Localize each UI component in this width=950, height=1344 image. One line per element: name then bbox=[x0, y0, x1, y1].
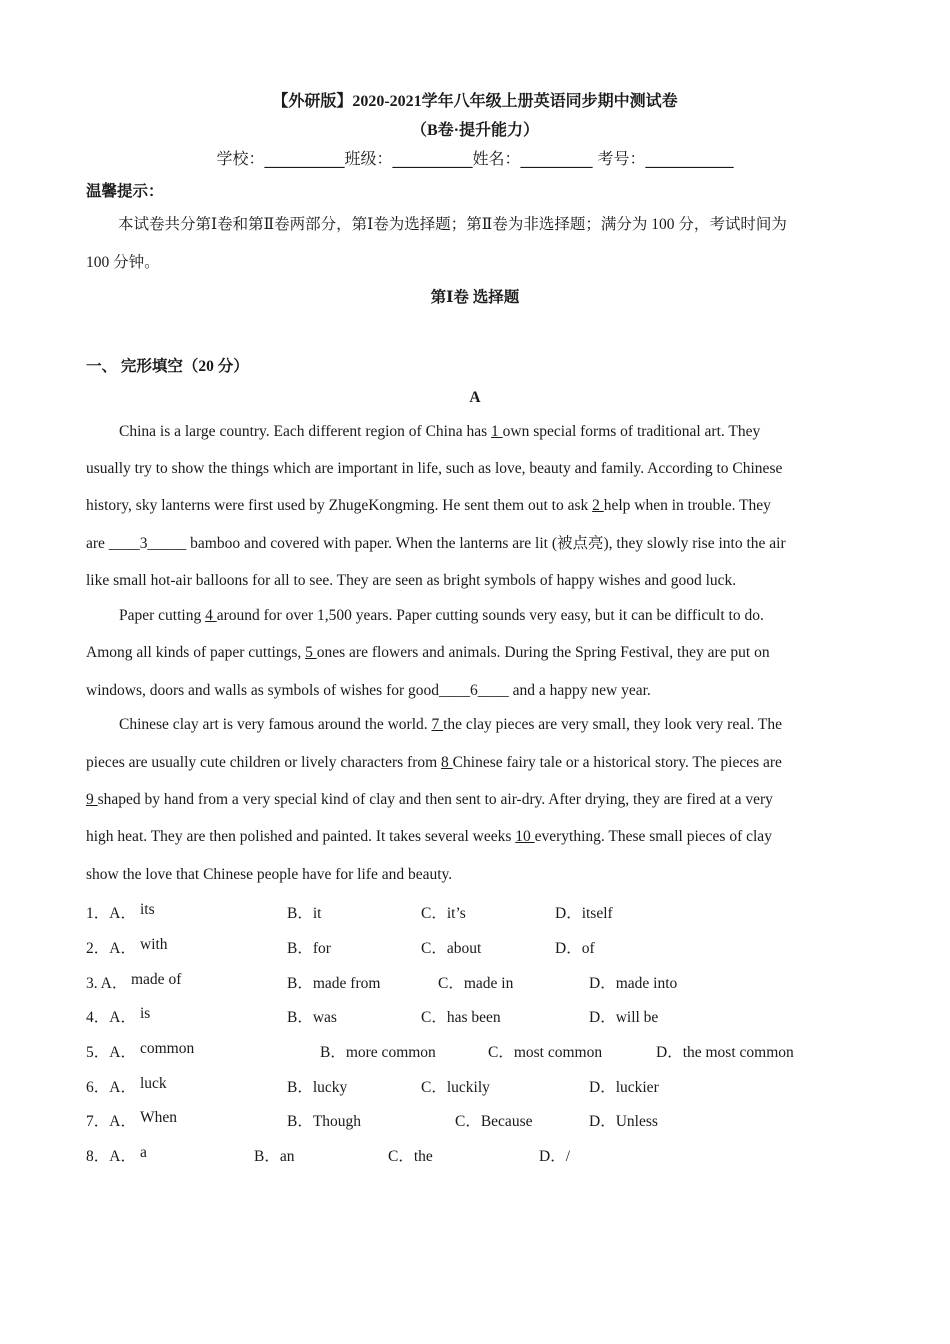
option-c: C．it’s bbox=[421, 905, 466, 922]
passage-line: usually try to show the things which are important in life, such as love, beauty and family. According to Chinese bbox=[86, 460, 783, 477]
option-c: C．Because bbox=[455, 1113, 533, 1130]
document-title: 【外研版】2020-2021学年八年级上册英语同步期中测试卷 bbox=[272, 93, 678, 110]
option-a: with bbox=[140, 936, 168, 953]
option-d: D．will be bbox=[589, 1009, 659, 1026]
notice-text-line2: 100 分钟。 bbox=[86, 254, 160, 271]
passage-line: Among all kinds of paper cuttings, 5 ones are flowers and animals. During the Spring Festival, they are put on bbox=[86, 644, 770, 661]
notice-text-line1: 本试卷共分第Ⅰ卷和第Ⅱ卷两部分，第Ⅰ卷为选择题；第Ⅱ卷为非选择题；满分为 100 分，考试时间为 bbox=[118, 216, 787, 233]
notice-label: 温馨提示： bbox=[86, 183, 164, 200]
option-a: common bbox=[140, 1040, 195, 1057]
passage-line: high heat. They are then polished and painted. It takes several weeks 10 everything. These small pieces of clay bbox=[86, 828, 772, 845]
question-number: 8．A． bbox=[86, 1148, 136, 1165]
option-d: D．itself bbox=[555, 905, 613, 922]
option-a: When bbox=[140, 1109, 178, 1126]
question-number: 3. A． bbox=[86, 975, 128, 992]
passage-line: pieces are usually cute children or lively characters from 8 Chinese fairy tale or a historical story. The pieces are bbox=[86, 754, 782, 771]
option-c: C．most common bbox=[488, 1044, 603, 1061]
option-c: C．the bbox=[388, 1148, 433, 1165]
option-b: B．was bbox=[287, 1009, 337, 1026]
option-b: B．made from bbox=[287, 975, 381, 992]
option-a: its bbox=[140, 901, 155, 918]
passage-line: history, sky lanterns were first used by ZhugeKongming. He sent them out to ask 2 help when in trouble. They bbox=[86, 497, 771, 514]
blank-5: 5 bbox=[305, 644, 317, 661]
option-b: B．lucky bbox=[287, 1079, 348, 1096]
option-b: B．Though bbox=[287, 1113, 362, 1130]
option-d: D．the most common bbox=[656, 1044, 794, 1061]
section1-heading: 一、 完形填空（20 分） bbox=[86, 358, 249, 375]
passage-line: are ____3_____ bamboo and covered with paper. When the lanterns are lit (被点亮), they slowly rise into the air bbox=[86, 535, 786, 552]
option-c: C．luckily bbox=[421, 1079, 490, 1096]
option-a: a bbox=[140, 1144, 147, 1161]
blank-8: 8 bbox=[441, 754, 453, 771]
option-b: B．more common bbox=[320, 1044, 436, 1061]
blank-9: 9 bbox=[86, 791, 98, 808]
passage-line: Chinese clay art is very famous around the world. 7 the clay pieces are very small, they look very real. The bbox=[119, 716, 782, 733]
option-d: D．Unless bbox=[589, 1113, 658, 1130]
option-b: B．an bbox=[254, 1148, 295, 1165]
blank-10: 10 bbox=[515, 828, 535, 845]
option-d: D．/ bbox=[539, 1148, 571, 1165]
option-c: C．made in bbox=[438, 975, 514, 992]
passage-line: Paper cutting 4 around for over 1,500 years. Paper cutting sounds very easy, but it can be difficult to do. bbox=[119, 607, 764, 624]
option-d: D．of bbox=[555, 940, 595, 957]
option-a: luck bbox=[140, 1075, 167, 1092]
blank-1: 1 bbox=[491, 423, 503, 440]
student-info-line: 学校：__________班级：__________姓名：_________ 考号：___________ bbox=[216, 149, 734, 168]
option-b: B．for bbox=[287, 940, 331, 957]
option-c: C．about bbox=[421, 940, 482, 957]
passage-line: 9 shaped by hand from a very special kind of clay and then sent to air-dry. After drying, they are fired at a very bbox=[86, 791, 773, 808]
blank-7: 7 bbox=[431, 716, 444, 733]
question-number: 4．A． bbox=[86, 1009, 136, 1026]
option-d: D．made into bbox=[589, 975, 678, 992]
option-d: D．luckier bbox=[589, 1079, 659, 1096]
option-b: B．it bbox=[287, 905, 322, 922]
option-a: is bbox=[140, 1005, 151, 1022]
passage-line: show the love that Chinese people have for life and beauty. bbox=[86, 866, 453, 883]
document-subtitle: （B卷·提升能力） bbox=[410, 122, 539, 139]
question-number: 2．A． bbox=[86, 940, 136, 957]
passage-label: A bbox=[469, 389, 481, 406]
question-number: 6．A． bbox=[86, 1079, 136, 1096]
passage-line: China is a large country. Each different region of China has 1 own special forms of traditional art. They bbox=[119, 423, 761, 440]
passage-line: like small hot-air balloons for all to see. They are seen as bright symbols of happy wishes and good luck. bbox=[86, 572, 737, 589]
question-number: 7．A． bbox=[86, 1113, 136, 1130]
passage-line: windows, doors and walls as symbols of wishes for good____6____ and a happy new year. bbox=[86, 682, 651, 699]
blank-4: 4 bbox=[205, 607, 217, 624]
blank-2: 2 bbox=[592, 497, 604, 514]
option-a: made of bbox=[131, 971, 182, 988]
question-number: 5．A． bbox=[86, 1044, 136, 1061]
option-c: C．has been bbox=[421, 1009, 501, 1026]
part1-title: 第Ⅰ卷 选择题 bbox=[430, 289, 520, 306]
question-number: 1．A． bbox=[86, 905, 136, 922]
